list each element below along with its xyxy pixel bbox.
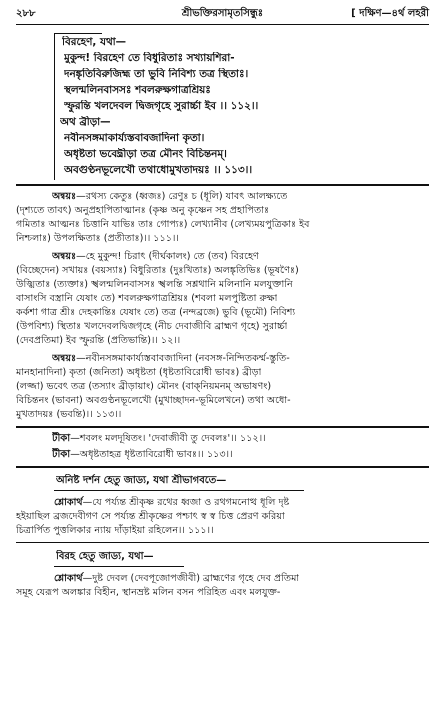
verse-line: অধৃষ্টতা ভবেদ্ব্রীড়া তত্র মৌনং বিচিন্তনম্। — [64, 148, 227, 160]
section-heading: বিরহ হেতু জাড্য, যথা— — [56, 551, 154, 562]
anvaya-line: (বিচ্ছেদেন) সখায়ঃ (বয়স্যাঃ) বিধুরিতাঃ (দুঃখিতাঃ) অলঙ্কৃতিভিঃ (ভূষণৈঃ) — [16, 265, 299, 276]
verse-line: অথ ব্রীড়া— — [60, 116, 111, 128]
shlokartha-line: শ্লোকার্থ—দুষ্ট দেবল (দেবপূজোপজীবী) ব্রাহ্মণের গৃহে দেব প্রতিমা — [54, 573, 300, 584]
anvaya-line: বাসাংসি বস্ত্রানি যেষাং তে) শবলরুক্ষগাত্রশ্রিয়ঃ (শবলা মলপুষ্টিতা রুক্ষা — [16, 293, 278, 304]
verse-line: নবীনসঙ্গমাকার্য্যস্তবাবজাদিনা কৃতা। — [64, 132, 205, 144]
section-rule — [16, 184, 429, 186]
anvaya-line: অন্বয়ঃ—রথস্য কেতুঃ (ধ্বজঃ) রেণুঃ চ (ধূলি) যাবৎ আলক্ষ্যতে — [52, 191, 288, 202]
section-heading: অনিষ্ট দর্শন হেতু জাড্য, যথা শ্রীভাগবতে— — [56, 475, 227, 486]
page-number: ২৮৮ — [16, 8, 36, 19]
shlokartha-line: সমূহ যেরূপ অলঙ্কার বিহীন, স্থানভ্রষ্ট মলিন বসন পরিহিত এবং মলযুক্ত- — [16, 587, 281, 598]
anvaya-line: উজ্ঝিতাঃ (ত্যক্তাঃ) স্খলন্মলিনবাসসঃ স্খলন্তি সশ্লথানি মলিনানি মলযুক্তানি — [16, 279, 293, 290]
anvaya-line: গমিতাঃ আত্মনঃ চিত্তানি যাভিঃ তাঃ গোপ্যঃ) লেখ্যানীব (লেখ্যময়পুত্রিকাঃ ইব — [16, 219, 310, 230]
anvaya-line: (দৃশ্যতে তাবৎ) অনুপ্রহাপিতাত্মানঃ (কৃষ্ণ অনু কৃষ্ণেন সহ প্রহাপিতাঃ — [16, 205, 270, 216]
anvaya-line: মানহানাদিনা) কৃতা (জনিতা) অধৃষ্টতা (ধৃষ্টতাবিরোধী ভাবঃ) ব্রীড়া — [16, 367, 262, 378]
anvaya-line: (লজ্জা) ভবেৎ তত্র (তস্যাং ব্রীড়ায়াং) মৌনং (বাক্‌নিয়মনম্ অভাষণং) — [16, 381, 272, 392]
verse-line: বিরহেণ, যথা— — [62, 36, 127, 48]
section-rule — [16, 426, 429, 428]
verse-line: স্থলন্মলিনবাসসঃ শবলরুক্ষগাত্রশ্রিয়ঃ — [64, 84, 211, 96]
anvaya-line: বিচিন্তনং (ভাবনা) অবগুণ্ঠনভূলেখৌ (মুখাচ্ছাদন-ভূমিলেখনে) তথা অধো- — [16, 395, 291, 406]
running-title: শ্রীভক্তিরসামৃতসিন্ধুঃ — [181, 8, 264, 19]
heading-underline — [54, 490, 304, 491]
anvaya-line: (উপবিশ্য) স্থিতাঃ খলদেবলদ্বিজগৃহে (নীচ দেবাজীবি ব্রাহ্মণ গৃহে) সুরার্চ্চা — [16, 321, 288, 332]
verse-bracket-top — [54, 33, 102, 34]
verse-line: মুকুন্দ! বিরহেণ তে বিধুরিতাঃ সখ্যায়শিরা- — [64, 52, 235, 64]
verse-bracket — [54, 33, 55, 180]
anvaya-line: অন্বয়ঃ—নবীনসঙ্গমাকার্য্যস্তবাবজাদিনা (নবসঙ্গ-নিন্দিতকর্ম্ম-স্তুতি- — [52, 353, 290, 364]
anvaya-line: কর্কশা গাত্র শ্রীঃ দেহকান্তিঃ যেষাং তে) তত্র (নন্দব্রজে) ভুবি (ভূমৌ) নিবিশ্য — [16, 307, 296, 318]
section-rule — [16, 542, 429, 543]
section-rule — [16, 466, 429, 468]
verse-line: অবগুণ্ঠনভূলেখৌ তথাধোমুখতাদয়ঃ ।। ১১৩।। — [64, 164, 253, 176]
page-header — [16, 6, 429, 22]
anvaya-line: অন্বয়ঃ—হে মুকুন্দ! চিরাৎ (দীর্ঘকালং) তে (তব) বিরহেণ — [52, 251, 259, 262]
shlokartha-line: শ্লোকার্থ—যে পর্য্যন্ত শ্রীকৃষ্ণ রথের ধ্বজা ও রথগমনোত্থ ধূলি দৃষ্ট — [54, 497, 290, 508]
verse-line: দনঙ্কৃতিবিরুজিহ্ম তা ভুবি নিবিশ্য তত্র স্থিতাঃ। — [64, 68, 249, 80]
tika-line: টীকা—শবলং মলদূষিতং। 'দেবাজীবী তু দেবলঃ'।। ১১২।। — [52, 433, 266, 444]
anvaya-line: (দেবপ্রতিমা) ইব স্ফুরন্তি (প্রতিভান্তি)।। ১২।। — [16, 335, 181, 346]
running-chapter: [ দক্ষিণ—৪র্থ লহরী — [351, 8, 429, 19]
tika-line: টীকা—অধৃষ্টতাহত্র ধৃষ্টতাবিরোধী ভাবঃ।। ১১৩।। — [52, 449, 233, 460]
anvaya-line: নিশ্চলাঃ) উপলক্ষিতাঃ (প্রতীতাঃ)।। ১১১।। — [16, 233, 179, 244]
shlokartha-line: হইয়াছিল ব্রজদেবীগণ সে পর্য্যন্ত শ্রীকৃষ্ণের পশ্চাৎ স্ব স্ব চিত্ত প্রেরণ করিয়া — [16, 511, 285, 522]
shlokartha-line: চিত্রার্পিত পুত্তলিকার ন্যায় দাঁড়াইয়া রহিলেন।। ১১১।। — [16, 525, 214, 536]
verse-line: স্ফুরন্তি খলদেবল দ্বিজগৃহে সুরার্চ্চা ইব ।। ১১২।। — [64, 100, 259, 112]
header-rule — [16, 24, 429, 25]
anvaya-line: মুখতাদয়ঃ (ভবন্তি)।। ১১৩।। — [16, 409, 122, 420]
heading-underline — [54, 566, 184, 567]
